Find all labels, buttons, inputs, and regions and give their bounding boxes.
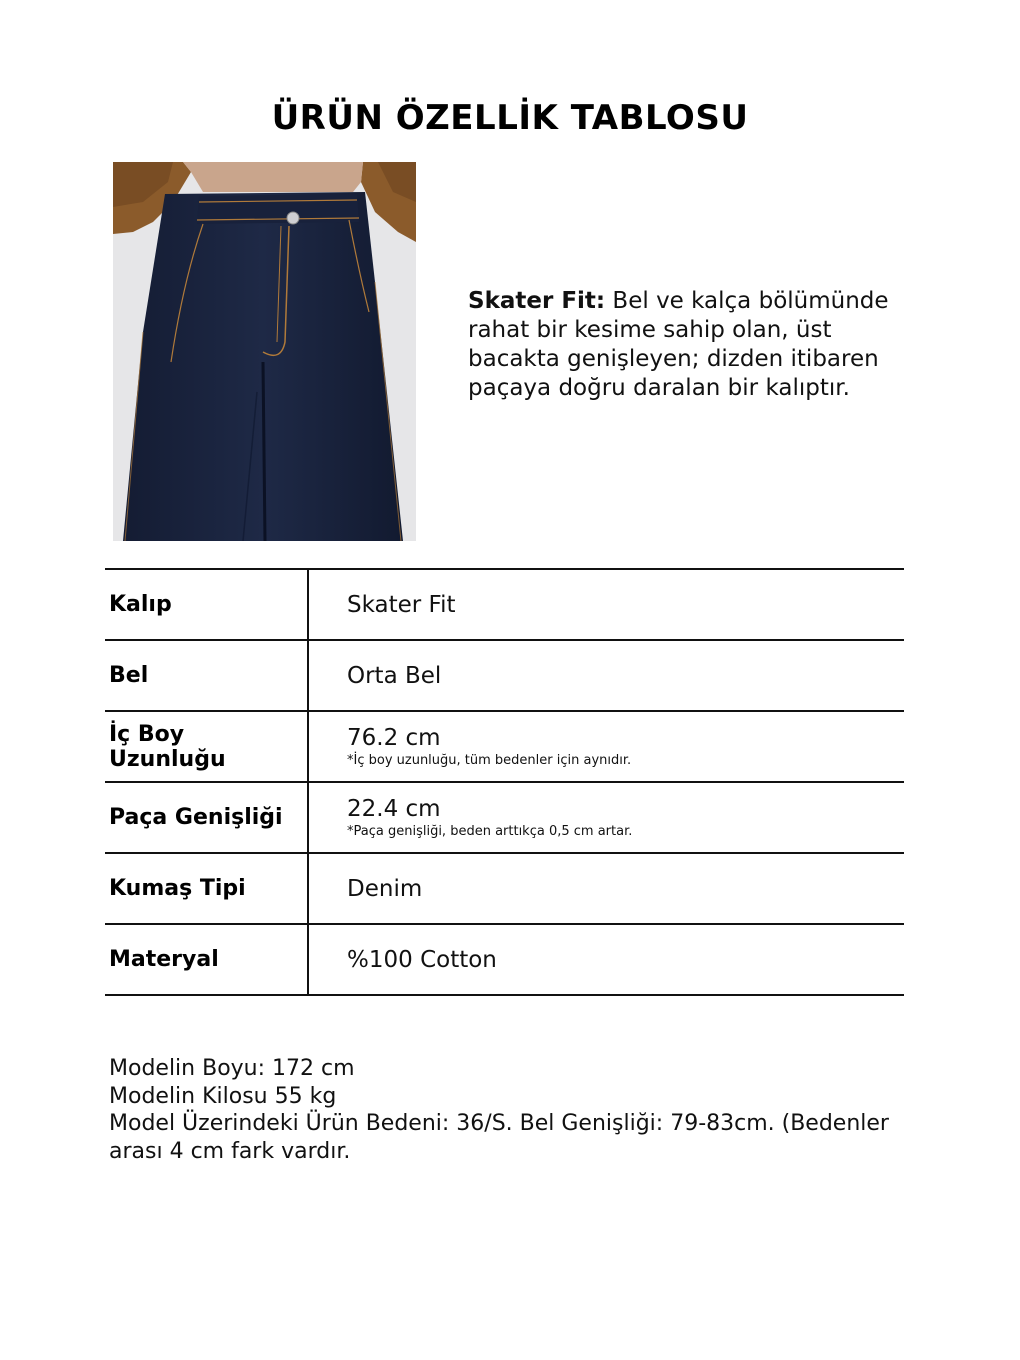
row-note: *Paça genişliği, beden arttıkça 0,5 cm artar. (347, 824, 633, 839)
row-value-cell (347, 783, 904, 852)
model-size: Model Üzerindeki Ürün Bedeni: 36/S. Bel Genişliği: 79-83cm. (Bedenler arası 4 cm fark vardır. (109, 1111, 889, 1164)
model-height: Modelin Boyu: 172 cm (109, 1056, 355, 1081)
table-row (105, 712, 904, 783)
column-divider (307, 854, 309, 923)
fit-description (468, 287, 908, 403)
column-divider (307, 925, 309, 994)
row-value: Orta Bel (347, 662, 442, 689)
model-info (109, 1055, 909, 1165)
row-value-cell (347, 854, 904, 923)
table-row (105, 854, 904, 925)
row-value: Denim (347, 875, 423, 902)
fit-description-label: Skater Fit: (468, 288, 606, 314)
row-value-cell (347, 712, 904, 781)
row-value-cell (347, 641, 904, 710)
row-value: 76.2 cm (347, 725, 441, 751)
table-row (105, 570, 904, 641)
page-title: ÜRÜN ÖZELLİK TABLOSU (271, 98, 749, 138)
table-row (105, 783, 904, 854)
row-label: Bel (109, 663, 149, 688)
row-label: Paça Genişliği (109, 805, 283, 830)
row-value: Skater Fit (347, 591, 456, 618)
table-row (105, 925, 904, 996)
column-divider (307, 783, 309, 852)
column-divider (307, 570, 309, 639)
row-label: Kumaş Tipi (109, 876, 246, 901)
row-label: Materyal (109, 947, 219, 972)
row-label: Kalıp (109, 592, 172, 617)
spec-table (105, 568, 904, 996)
column-divider (307, 641, 309, 710)
product-photo (113, 162, 416, 541)
row-value: 22.4 cm (347, 796, 441, 822)
column-divider (307, 712, 309, 781)
fit-description-text: Bel ve kalça bölümünde rahat bir kesime sahip olan, üst bacakta genişleyen; dizden itibaren paçaya doğru daralan bir kalıptır. (468, 288, 889, 401)
row-value: %100 Cotton (347, 946, 497, 973)
row-label: İç Boy Uzunluğu (109, 721, 226, 772)
row-value-cell (347, 925, 904, 994)
table-row (105, 641, 904, 712)
model-weight: Modelin Kilosu 55 kg (109, 1083, 337, 1109)
row-note: *İç boy uzunluğu, tüm bedenler için aynıdır. (347, 753, 632, 768)
row-value-cell (347, 570, 904, 639)
